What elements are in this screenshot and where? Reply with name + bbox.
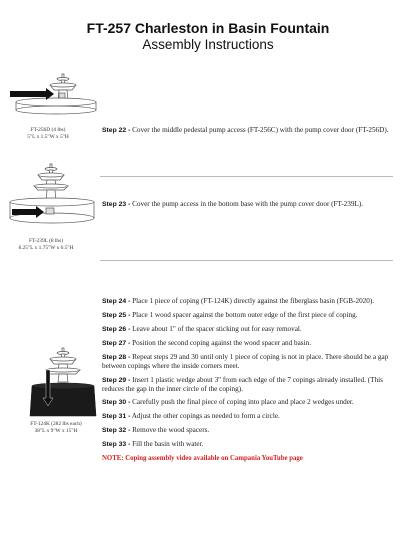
step-text: Carefully push the final piece of coping into place and place 2 wedges under. [130,398,354,406]
step-text: Remove the wood spacers. [130,426,210,434]
step-31 [102,412,402,421]
step-25 [102,311,402,320]
fountain-figure-step-23 [4,162,100,232]
step-label: Step 33 - [102,441,131,448]
part-caption-ft-256d: FT-256D (4 lbs) 5"L x 1.5"W x 5"H [27,127,69,140]
step-label: Step 29 - [102,377,131,384]
step-26 [102,325,402,334]
step-text: Leave about 1" of the spacer sticking out for easy removal. [130,325,302,333]
coping-block [30,383,96,416]
step-label: Step 25 - [102,312,131,319]
fountain-figure-coping [28,346,98,421]
step-28 [102,353,402,371]
step-27 [102,339,402,348]
step-text: Place 1 wood spacer against the bottom outer edge of the first piece of coping. [130,311,358,319]
section-divider [100,260,393,261]
step-label: Step 26 - [102,326,131,333]
step-label: Step 28 - [102,354,131,361]
step-label: Step 31 - [102,413,131,420]
fountain-figure-step-22 [6,72,98,130]
step-text: Cover the middle pedestal pump access (FT-256C) with the pump cover door (FT-256D). [130,126,389,134]
step-text: Position the second coping against the wood spacer and basin. [130,339,311,347]
step-label: Step 24 - [102,298,131,305]
document-title: FT-257 Charleston in Basin Fountain [86,20,330,36]
step-text: Repeat steps 29 and 30 until only 1 piece of coping is not in place. There should be a gap between copings where the inside corners meet. [102,353,389,370]
step-24 [102,297,402,306]
step-text: Fill the basin with water. [130,440,204,448]
arrow-icon [10,88,54,100]
part-caption-ft-124k: FT-124K (282 lbs each) 38"L x 9"W x 15"H [30,421,82,434]
step-text: Adjust the other copings as needed to form a circle. [130,412,280,420]
step-29 [102,376,402,394]
step-23 [102,200,402,209]
step-text: Cover the pump access in the bottom base with the pump cover door (FT-239L). [130,200,364,208]
step-32 [102,426,402,435]
step-text: Insert 1 plastic wedge about 3" from each edge of the 7 copings already installed. (This reduces the gap in the inner circle of the coping). [102,376,383,393]
step-label: Step 30 - [102,399,131,406]
step-label: Step 32 - [102,427,131,434]
step-33 [102,440,402,449]
step-label: Step 27 - [102,340,131,347]
step-30 [102,398,402,407]
document-subtitle: Assembly Instructions [142,37,274,52]
step-text: Place 1 piece of coping (FT-124K) directly against the fiberglass basin (FGB-2020). [130,297,375,305]
section-divider [100,176,393,177]
step-22 [102,126,402,135]
step-label: Step 23 - [102,201,131,208]
part-caption-ft-239l: FT-239L (8 lbs) 8.25"L x 1.75"W x 6.5"H [18,238,74,251]
video-note: NOTE: Coping assembly video available on Campania YouTube page [102,455,303,462]
step-label: Step 22 - [102,127,131,134]
